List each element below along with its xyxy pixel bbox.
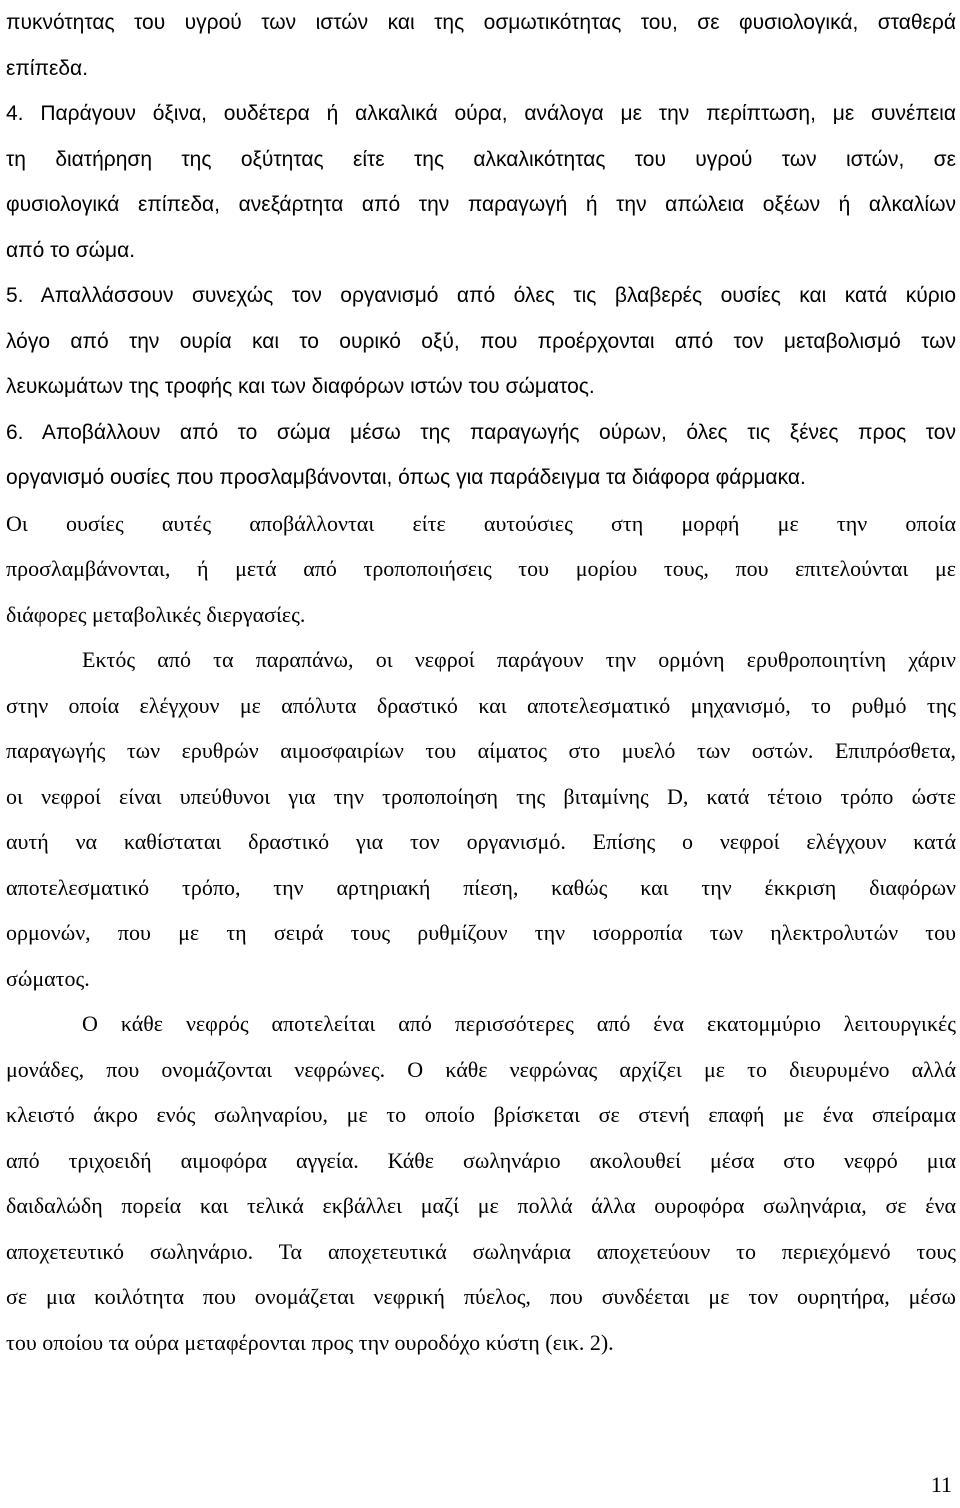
text-line: κλειστό άκρο ενός σωληναρίου, με το οποίο βρίσκεται σε στενή επαφή με ένα σπείραμα	[6, 1102, 956, 1127]
list-item-3-continuation	[6, 0, 956, 91]
text-line: παραγωγής των ερυθρών αιμοσφαιρίων του αίματος στο μυελό των οστών. Επιπρόσθετα,	[6, 738, 956, 763]
list-item-4	[6, 91, 956, 273]
text-line: διάφορες μεταβολικές διεργασίες.	[6, 601, 306, 627]
paragraph-erythropoietin	[6, 637, 956, 1001]
list-item-6	[6, 410, 956, 501]
text-line: σώματος.	[6, 965, 90, 991]
paragraph-nephrons	[6, 1001, 956, 1365]
text-line: μονάδες, που ονομάζονται νεφρώνες. Ο κάθε νεφρώνας αρχίζει με το διευρυμένο αλλά	[6, 1056, 956, 1082]
text-line: οι νεφροί είναι υπεύθυνοι για την τροποποίηση της βιταμίνης D, κατά τέτοιο τρόπο ώστε	[6, 783, 956, 809]
text-line: προσλαμβάνονται, ή μετά από τροποποιήσεις του μορίου τους, που επιτελούνται με	[6, 556, 956, 581]
page-number: 11	[930, 1472, 952, 1497]
text-line: 6. Αποβάλλουν από το σώμα μέσω της παραγωγής ούρων, όλες τις ξένες προς τον	[6, 420, 956, 444]
document-page	[6, 0, 956, 1365]
text-line: οργανισμό ουσίες που προσλαμβάνονται, όπως για παράδειγμα τα διάφορα φάρμακα.	[6, 466, 806, 489]
text-line: 5. Απαλλάσσουν συνεχώς τον οργανισμό από όλες τις βλαβερές ουσίες και κατά κύριο	[6, 284, 956, 307]
text-line: από τριχοειδή αιμοφόρα αγγεία. Κάθε σωληνάριο ακολουθεί μέσα στο νεφρό μια	[6, 1147, 956, 1173]
text-line: σε μια κοιλότητα που ονομάζεται νεφρική πύελος, που συνδέεται με τον ουρητήρα, μέσω	[6, 1284, 956, 1309]
list-item-5	[6, 273, 956, 410]
text-line: πυκνότητας του υγρού των ιστών και της οσμωτικότητας του, σε φυσιολογικά, σταθερά	[6, 11, 956, 34]
text-line: αυτή να καθίσταται δραστικό για τον οργανισμό. Επίσης ο νεφροί ελέγχουν κατά	[6, 829, 956, 854]
text-line: 4. Παράγουν όξινα, ουδέτερα ή αλκαλικά ούρα, ανάλογα με την περίπτωση, με συνέπεια	[6, 102, 956, 125]
text-line: Εκτός από τα παραπάνω, οι νεφροί παράγουν την ορμόνη ερυθροποιητίνη χάριν	[82, 647, 956, 672]
text-line: λευκωμάτων της τροφής και των διαφόρων ιστών του σώματος.	[6, 375, 595, 398]
text-line: τη διατήρηση της οξύτητας είτε της αλκαλικότητας του υγρού των ιστών, σε	[6, 147, 956, 171]
text-line: λόγο από την ουρία και το ουρικό οξύ, που προέρχονται από τον μεταβολισμό των	[6, 329, 956, 353]
text-line: από το σώμα.	[6, 238, 136, 262]
text-line: Ο κάθε νεφρός αποτελείται από περισσότερες από ένα εκατομμύριο λειτουργικές	[82, 1011, 956, 1036]
paragraph-substances	[6, 501, 956, 638]
text-line: Οι ουσίες αυτές αποβάλλονται είτε αυτούσιες στη μορφή με την οποία	[6, 510, 956, 536]
text-line: του οποίου τα ούρα μεταφέρονται προς την ουροδόχο κύστη (εικ. 2).	[6, 1329, 614, 1355]
text-line: επίπεδα.	[6, 56, 89, 80]
text-line: αποχετευτικό σωληνάριο. Τα αποχετευτικά σωληνάρια αποχετεύουν το περιεχόμενό τους	[6, 1238, 956, 1264]
text-line: αποτελεσματικό τρόπο, την αρτηριακή πίεση, καθώς και την έκκριση διαφόρων	[6, 874, 956, 900]
text-line: ορμονών, που με τη σειρά τους ρυθμίζουν την ισορροπία των ηλεκτρολυτών του	[6, 920, 956, 945]
text-line: φυσιολογικά επίπεδα, ανεξάρτητα από την παραγωγή ή την απώλεια οξέων ή αλκαλίων	[6, 193, 956, 216]
text-line: δαιδαλώδη πορεία και τελικά εκβάλλει μαζί με πολλά άλλα ουροφόρα σωληνάρια, σε ένα	[6, 1193, 956, 1218]
text-line: στην οποία ελέγχουν με απόλυτα δραστικό και αποτελεσματικό μηχανισμό, το ρυθμό της	[6, 692, 956, 718]
